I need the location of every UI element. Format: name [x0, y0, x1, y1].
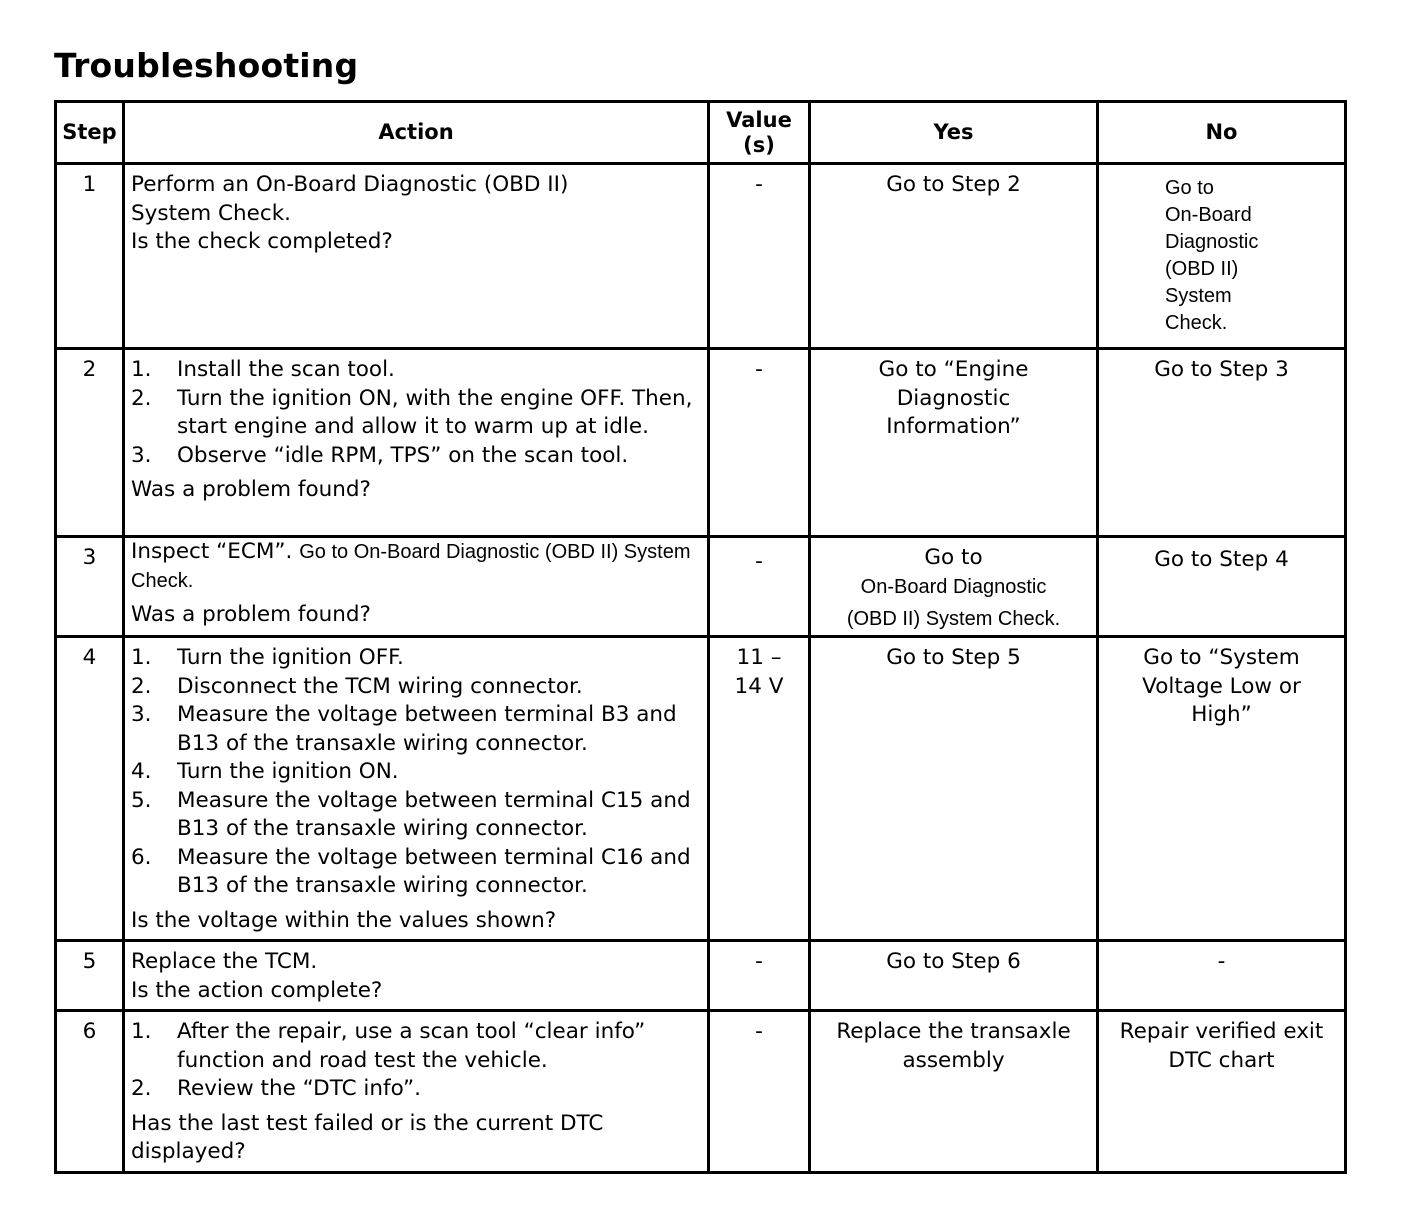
- action-question: Has the last test failed or is the current DTC displayed?: [131, 1110, 604, 1164]
- list-item-text: Turn the ignition ON.: [177, 759, 399, 784]
- action-cell: [124, 164, 709, 349]
- action-cell: [124, 941, 709, 1011]
- list-item-text: Observe “idle RPM, TPS” on the scan tool.: [177, 442, 629, 468]
- list-item-text: Turn the ignition ON, with the engine OFF. Then, start engine and allow it to warm up at idle.: [177, 385, 693, 439]
- no-cell: Repair verified exit DTC chart: [1098, 1011, 1346, 1173]
- step-number: 1: [56, 164, 124, 349]
- list-item: [131, 442, 701, 471]
- table-row: [56, 349, 1346, 537]
- list-item-text: Measure the voltage between terminal C15 and B13 of the transaxle wiring connector.: [177, 787, 691, 841]
- action-text-link: Go to On-Board Diagnostic (OBD II) System Check.: [131, 541, 691, 592]
- action-cell: [124, 1011, 709, 1173]
- yes-cell: Go to Step 6: [810, 941, 1098, 1011]
- list-item: [131, 1018, 701, 1075]
- header-step: Step: [56, 102, 124, 164]
- header-no: No: [1098, 102, 1346, 164]
- no-line: On-Board: [1165, 204, 1252, 226]
- list-item: [131, 844, 701, 901]
- table-row: [56, 1011, 1346, 1173]
- list-item: [131, 356, 701, 385]
- value-line: 14 V: [734, 673, 784, 699]
- table-row: [56, 164, 1346, 349]
- action-question: Is the check completed?: [131, 229, 393, 254]
- action-question: Is the voltage within the values shown?: [131, 907, 557, 933]
- list-item-text: Turn the ignition OFF.: [177, 645, 404, 670]
- header-value-line1: Value: [726, 107, 792, 132]
- action-steps-list: [131, 356, 701, 470]
- list-item: [131, 673, 701, 702]
- list-item: [131, 1075, 701, 1104]
- value-cell: -: [709, 941, 810, 1011]
- list-item-number: 1.: [131, 357, 152, 382]
- value-cell: -: [709, 349, 810, 537]
- action-question: Is the action complete?: [131, 977, 383, 1003]
- header-action: Action: [124, 102, 709, 164]
- troubleshooting-table: [54, 100, 1347, 1174]
- step-number: 5: [56, 941, 124, 1011]
- yes-line: On-Board Diagnostic: [860, 575, 1047, 598]
- yes-cell: Go to Step 5: [810, 637, 1098, 941]
- yes-cell: Replace the transaxle assembly: [810, 1011, 1098, 1173]
- value-cell: -: [709, 537, 810, 637]
- header-value-line2: (s): [743, 132, 775, 157]
- action-cell: [124, 537, 709, 637]
- no-cell: Go to “System Voltage Low or High”: [1098, 637, 1346, 941]
- list-item-number: 2.: [131, 385, 152, 411]
- page-title: Troubleshooting: [54, 46, 359, 85]
- yes-cell: [810, 537, 1098, 637]
- list-item: [131, 644, 701, 673]
- table-row: [56, 941, 1346, 1011]
- list-item-text: Install the scan tool.: [177, 357, 395, 382]
- no-cell: [1098, 164, 1346, 349]
- step-number: 3: [56, 537, 124, 637]
- value-line: 11 –: [736, 645, 782, 670]
- list-item-number: 1.: [131, 1019, 152, 1044]
- yes-line: Go to: [924, 545, 983, 570]
- no-line: System: [1165, 285, 1232, 307]
- list-item: [131, 758, 701, 787]
- table-header-row: [56, 102, 1346, 164]
- yes-line: (OBD II) System Check.: [846, 608, 1061, 630]
- value-cell: -: [709, 1011, 810, 1173]
- table-row: [56, 637, 1346, 941]
- header-yes: Yes: [810, 102, 1098, 164]
- step-number: 6: [56, 1011, 124, 1173]
- action-line: Perform an On-Board Diagnostic (OBD II): [131, 172, 569, 197]
- list-item-text: After the repair, use a scan tool “clear info” function and road test the vehicle.: [177, 1019, 646, 1073]
- yes-cell: Go to Step 2: [810, 164, 1098, 349]
- list-item: [131, 385, 701, 442]
- list-item-number: 3.: [131, 442, 152, 468]
- value-cell: [709, 637, 810, 941]
- list-item-number: 1.: [131, 645, 152, 670]
- action-cell: [124, 349, 709, 537]
- no-line: Check.: [1165, 312, 1228, 334]
- list-item-number: 2.: [131, 1076, 152, 1101]
- list-item-text: Disconnect the TCM wiring connector.: [177, 673, 583, 699]
- action-cell: [124, 637, 709, 941]
- list-item-number: 6.: [131, 844, 152, 870]
- list-item: [131, 701, 701, 758]
- step-number: 4: [56, 637, 124, 941]
- no-line: Go to: [1165, 177, 1214, 199]
- no-cell: -: [1098, 941, 1346, 1011]
- yes-cell: Go to “Engine Diagnostic Information”: [810, 349, 1098, 537]
- action-question: Was a problem found?: [131, 477, 371, 502]
- list-item-text: Measure the voltage between terminal C16 and B13 of the transaxle wiring connector.: [177, 844, 691, 898]
- table-row: [56, 537, 1346, 637]
- list-item-number: 3.: [131, 702, 152, 727]
- value-cell: -: [709, 164, 810, 349]
- list-item-text: Review the “DTC info”.: [177, 1076, 421, 1101]
- list-item-number: 4.: [131, 759, 152, 784]
- no-cell: Go to Step 4: [1098, 537, 1346, 637]
- action-steps-list: [131, 1018, 701, 1104]
- action-question: Was a problem found?: [131, 602, 371, 627]
- action-steps-list: [131, 644, 701, 901]
- no-line: (OBD II): [1165, 258, 1239, 280]
- list-item-number: 5.: [131, 787, 152, 813]
- action-line: System Check.: [131, 200, 291, 226]
- step-number: 2: [56, 349, 124, 537]
- no-cell: Go to Step 3: [1098, 349, 1346, 537]
- action-text: Inspect “ECM”.: [131, 539, 293, 564]
- no-line: Diagnostic: [1165, 231, 1259, 253]
- list-item: [131, 787, 701, 844]
- action-line: Replace the TCM.: [131, 949, 318, 974]
- list-item-number: 2.: [131, 673, 152, 699]
- header-value: [709, 102, 810, 164]
- list-item-text: Measure the voltage between terminal B3 and B13 of the transaxle wiring connector.: [177, 702, 677, 756]
